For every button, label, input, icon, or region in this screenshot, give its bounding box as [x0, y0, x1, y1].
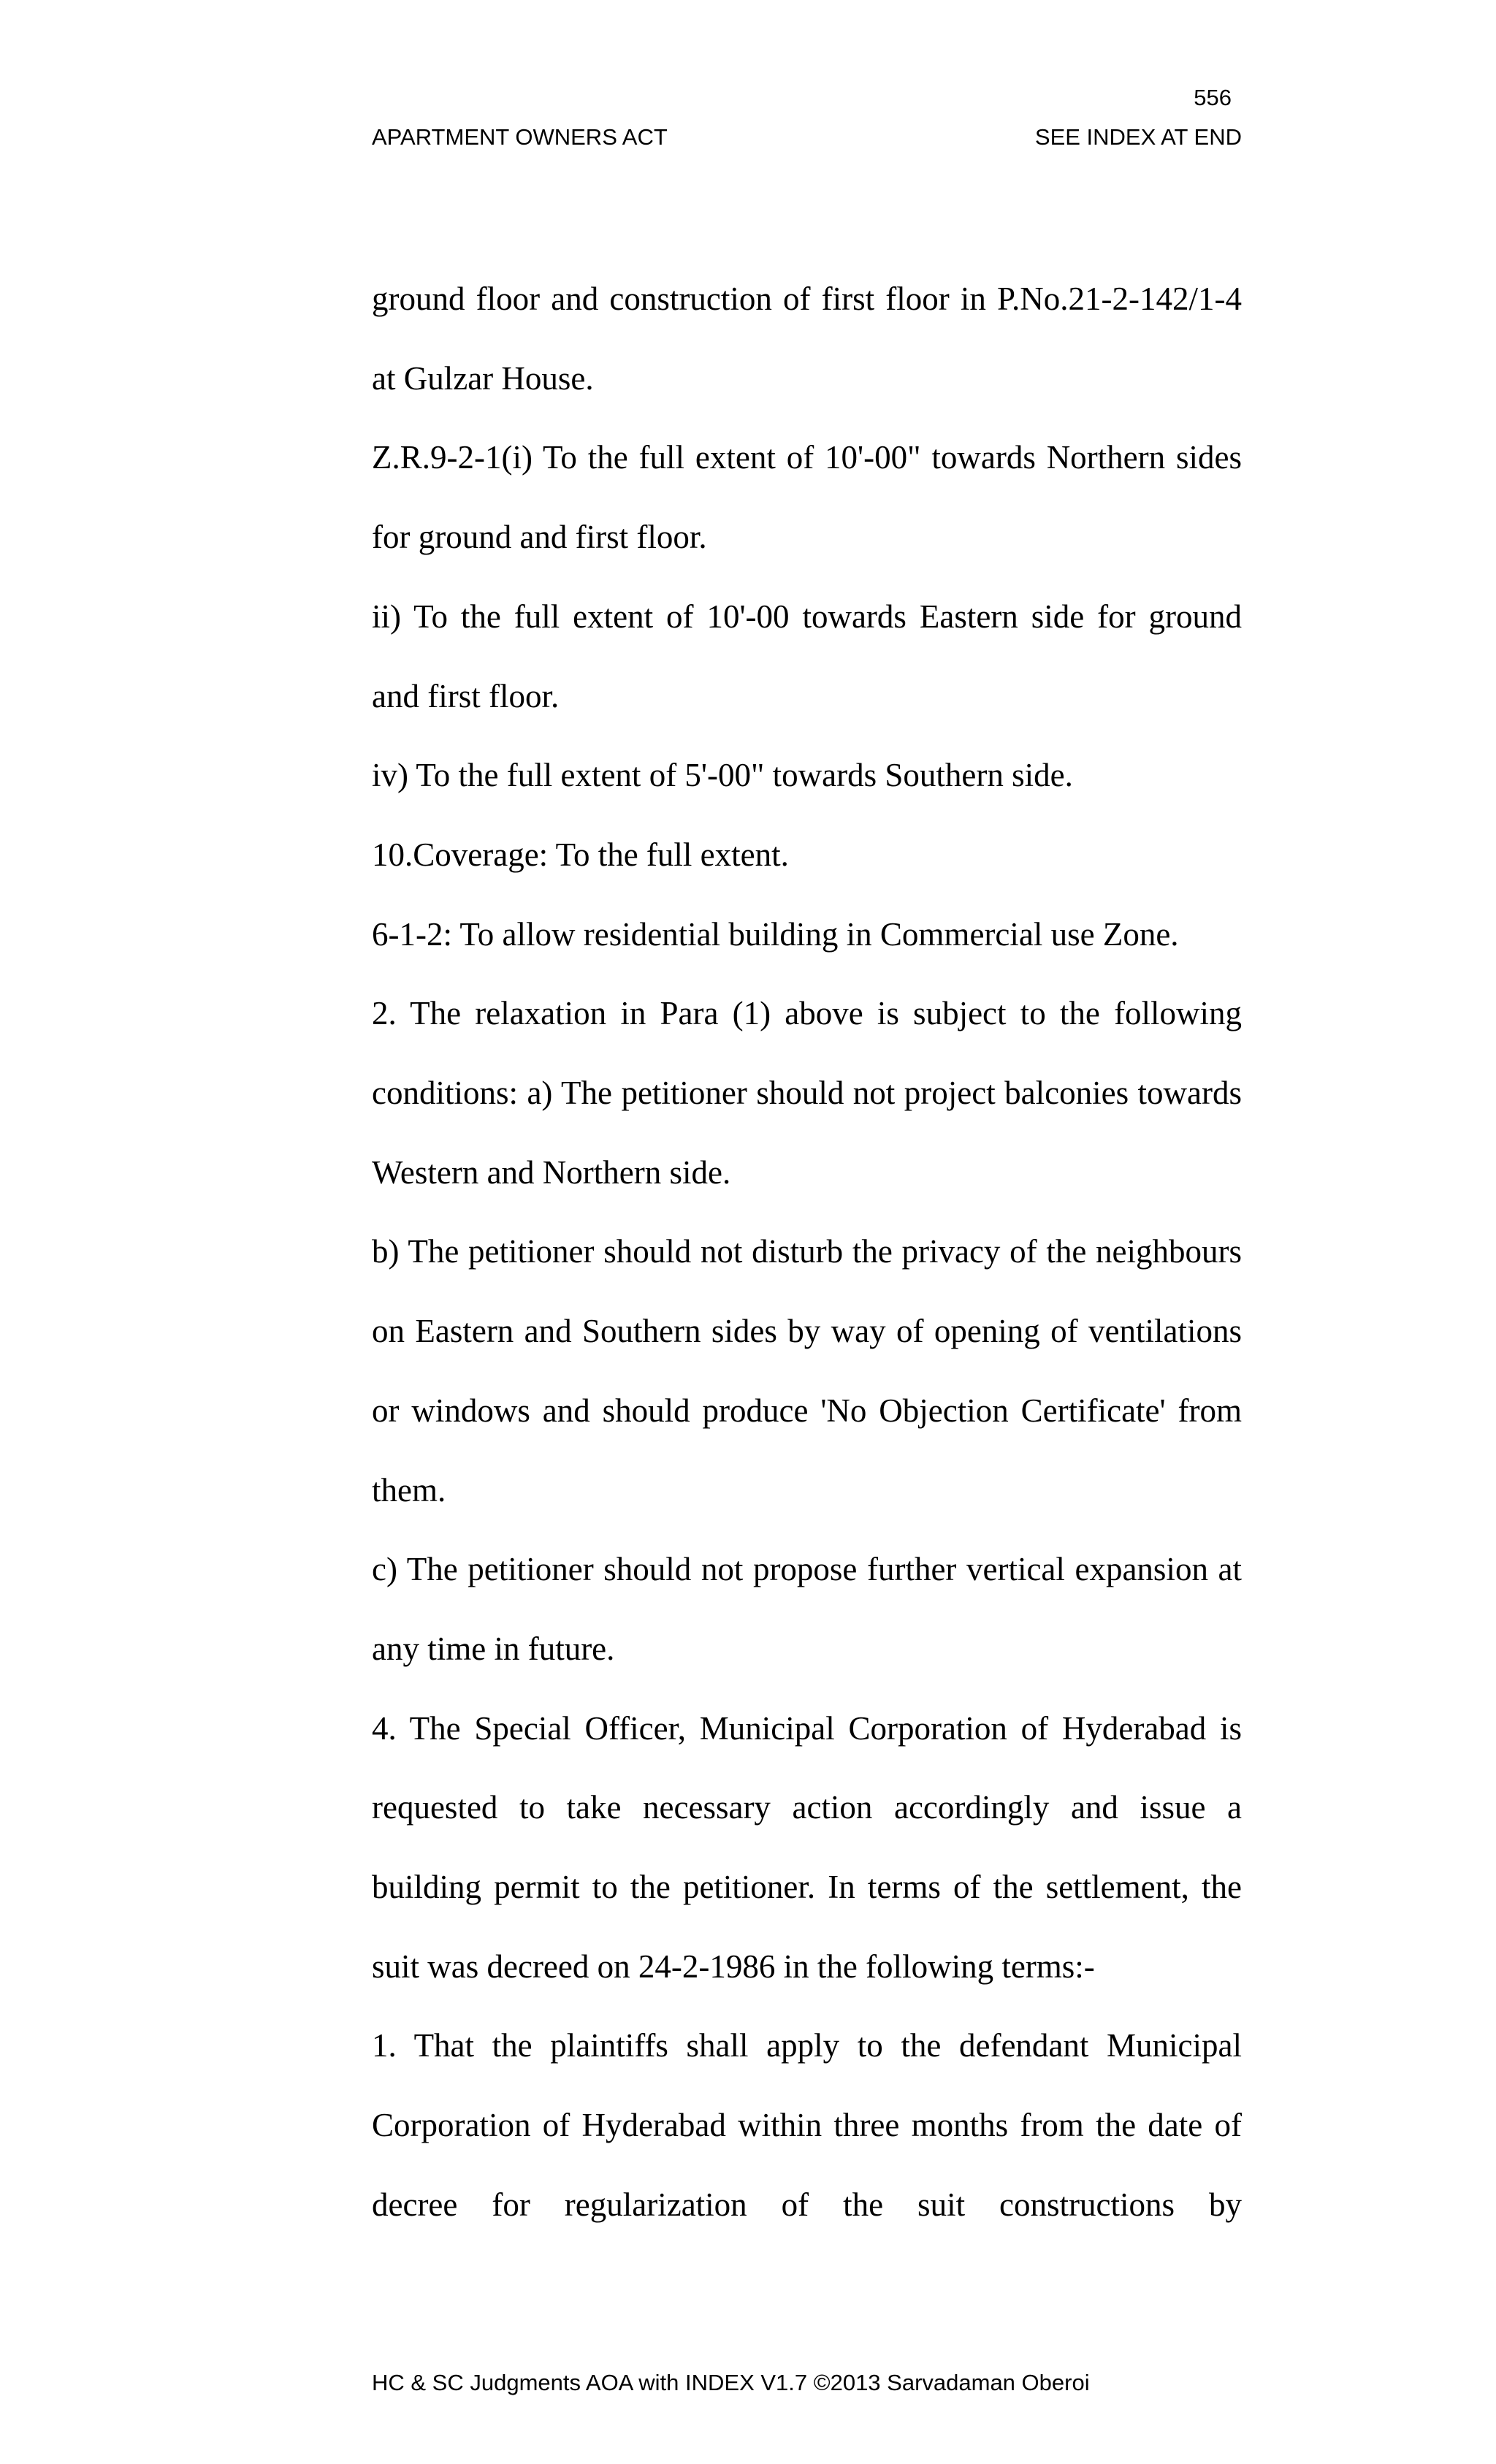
page-number: 556	[1194, 85, 1232, 110]
paragraph-9: c) The petitioner should not propose further vertical expansion at any time in future.	[372, 1551, 1242, 1667]
paragraph-4: iv) To the full extent of 5'-00" towards Southern side.	[372, 757, 1073, 794]
paragraph-5: 10.Coverage: To the full extent.	[372, 836, 789, 873]
running-header	[372, 126, 1242, 148]
paragraph-11: 1. That the plaintiffs shall apply to the defendant Municipal Corporation of Hyderabad within three months from the date of decree for regularization of the suit constructions by	[372, 2027, 1242, 2223]
paragraph-3: ii) To the full extent of 10'-00 towards Eastern side for ground and first floor.	[372, 598, 1242, 714]
page-footer: HC & SC Judgments AOA with INDEX V1.7 ©2013 Sarvadaman Oberoi	[372, 2370, 1090, 2395]
document-body	[372, 259, 1242, 2245]
paragraph-2: Z.R.9-2-1(i) To the full extent of 10'-00" towards Northern sides for ground and first floor.	[372, 439, 1242, 556]
paragraph-8: b) The petitioner should not disturb the privacy of the neighbours on Eastern and Southern sides by way of opening of ventilations or windows and should produce 'No Objection Certificate' from them.	[372, 1233, 1242, 1508]
paragraph-7: 2. The relaxation in Para (1) above is subject to the following conditions: a) The petitioner should not project balconies towards Western and Northern side.	[372, 995, 1242, 1191]
header-left-title: APARTMENT OWNERS ACT	[372, 124, 668, 150]
header-right-title: SEE INDEX AT END	[1034, 124, 1242, 150]
paragraph-10: 4. The Special Officer, Municipal Corporation of Hyderabad is requested to take necessary action accordingly and issue a building permit to the petitioner. In terms of the settlement, the suit was decreed on 24-2-1986 in the following terms:-	[372, 1709, 1242, 1985]
paragraph-1: ground floor and construction of first floor in P.No.21-2-142/1-4 at Gulzar House.	[372, 281, 1242, 397]
paragraph-6: 6-1-2: To allow residential building in Commercial use Zone.	[372, 915, 1179, 953]
